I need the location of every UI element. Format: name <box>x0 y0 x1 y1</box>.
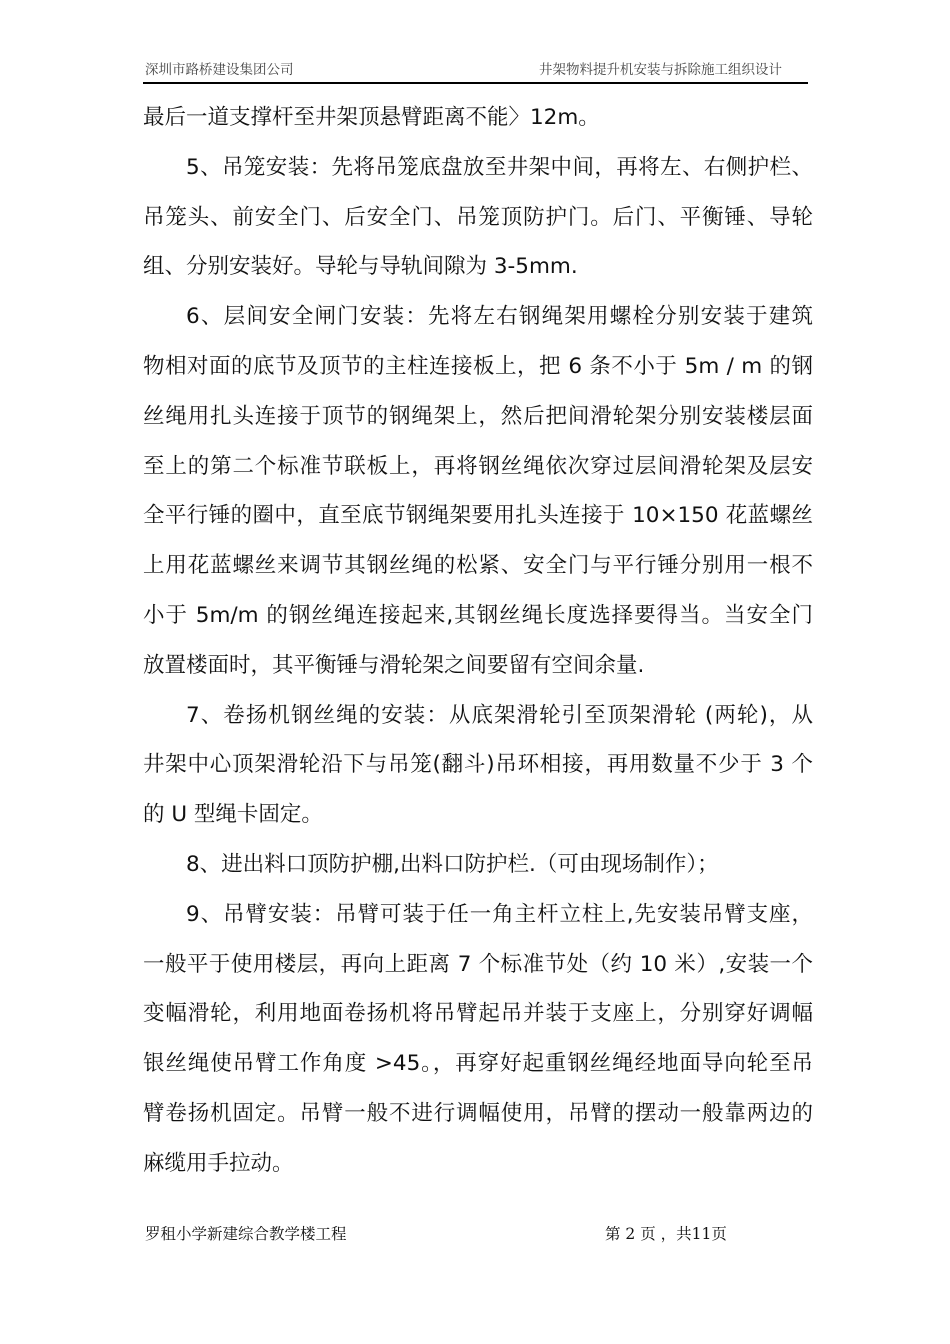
text-line: 上用花蓝螺丝来调节其钢丝绳的松紧、安全门与平行锤分别用一根不 <box>143 553 813 579</box>
body-text <box>143 93 813 1189</box>
text-line: 6、层间安全闸门安装：先将左右钢绳架用螺栓分别安装于建筑 <box>186 304 813 330</box>
header-doc-title: 井架物料提升机安装与拆除施工组织设计 <box>539 62 782 78</box>
text-line: 放置楼面时，其平衡锤与滑轮架之间要留有空间余量. <box>143 652 645 678</box>
text-line: 9、吊臂安装：吊臂可装于任一角主杆立柱上,先安装吊臂支座， <box>186 901 813 927</box>
text-line: 全平行锤的圈中，直至底节钢绳架要用扎头连接于 10×150 花蓝螺丝 <box>143 503 813 529</box>
text-line: 银丝绳使吊臂工作角度 >45。，再穿好起重钢丝绳经地面导向轮至吊 <box>143 1051 813 1077</box>
text-line: 物相对面的底节及顶节的主柱连接板上，把 6 条不小于 5m / m 的钢 <box>143 353 813 379</box>
header-company: 深圳市路桥建设集团公司 <box>145 62 294 78</box>
page-footer <box>143 1222 808 1246</box>
text-line: 井架中心顶架滑轮沿下与吊笼(翻斗)吊环相接，再用数量不少于 3 个 <box>143 752 813 778</box>
text-line: 小于 5m/m 的钢丝绳连接起来,其钢丝绳长度选择要得当。当安全门 <box>143 602 813 628</box>
text-line: 的 U 型绳卡固定。 <box>143 802 323 828</box>
page-header <box>143 52 808 84</box>
text-line: 组、分别安装好。导轮与导轨间隙为 3-5mm. <box>143 254 578 280</box>
text-line: 丝绳用扎头连接于顶节的钢绳架上，然后把间滑轮架分别安装楼层面 <box>143 403 813 429</box>
text-line: 一般平于使用楼层，再向上距离 7 个标准节处（约 10 米）,安装一个 <box>143 951 813 977</box>
text-line: 7、卷扬机钢丝绳的安装：从底架滑轮引至顶架滑轮 (两轮)，从 <box>186 702 813 728</box>
text-line: 至上的第二个标准节联板上，再将钢丝绳依次穿过层间滑轮架及层安 <box>143 453 813 479</box>
footer-project: 罗租小学新建综合教学楼工程 <box>145 1225 347 1243</box>
text-line: 8、进出料口顶防护棚,出料口防护栏.（可由现场制作）； <box>186 851 719 877</box>
text-line: 吊笼头、前安全门、后安全门、吊笼顶防护门。后门、平衡锤、导轮 <box>143 204 813 230</box>
text-line: 臂卷扬机固定。吊臂一般不进行调幅使用，吊臂的摆动一般靠两边的 <box>143 1100 813 1126</box>
text-line: 麻缆用手拉动。 <box>143 1150 294 1176</box>
text-line: 5、吊笼安装：先将吊笼底盘放至井架中间，再将左、右侧护栏、 <box>186 154 813 180</box>
footer-page-number: 第 2 页 ，共11页 <box>605 1225 727 1243</box>
text-line: 变幅滑轮，利用地面卷扬机将吊臂起吊并装于支座上，分别穿好调幅 <box>143 1001 813 1027</box>
text-line: 最后一道支撑杆至井架顶悬臂距离不能〉12m。 <box>143 105 600 130</box>
